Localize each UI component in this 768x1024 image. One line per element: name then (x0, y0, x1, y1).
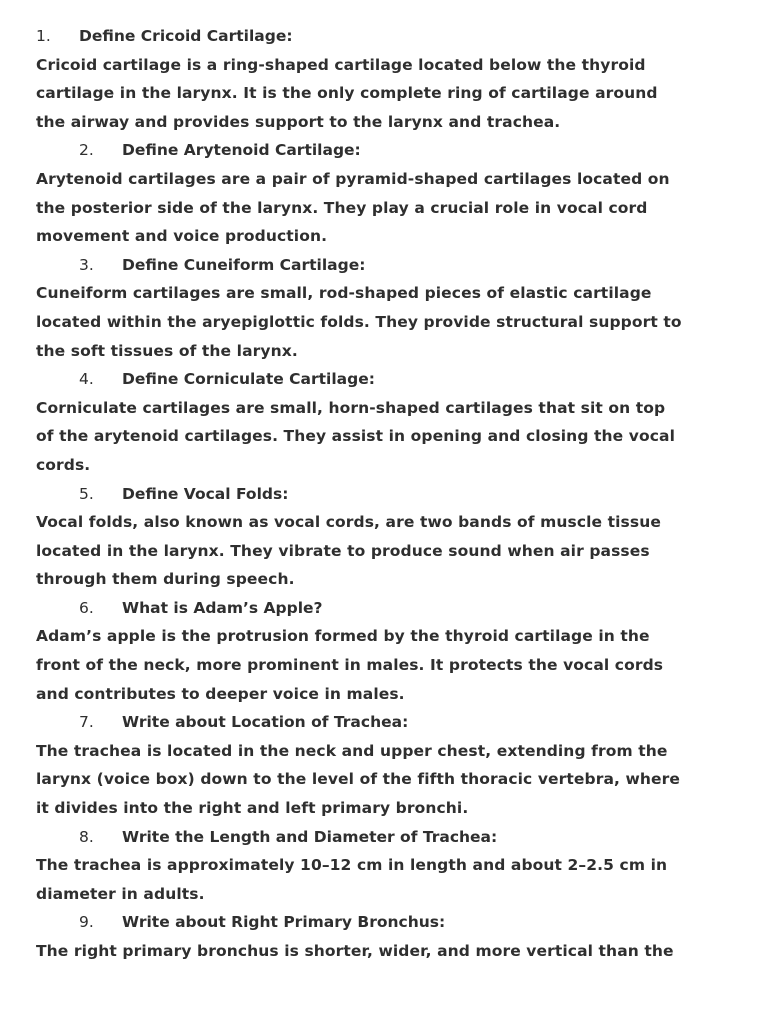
question-text: Define Cuneiform Cartilage: (122, 255, 366, 274)
answer-line: Cuneiform cartilages are small, rod-shaped pieces of elastic cartilage (36, 284, 652, 303)
question-heading (36, 480, 736, 509)
answer-line: the posterior side of the larynx. They play a crucial role in vocal cord (36, 198, 648, 217)
answer-line: Arytenoid cartilages are a pair of pyramid-shaped cartilages located on (36, 169, 670, 188)
answer-line: located within the aryepiglottic folds. They provide structural support to (36, 312, 682, 331)
question-text: What is Adam’s Apple? (122, 598, 323, 617)
question-number: 6. (79, 598, 94, 617)
question-text: Define Arytenoid Cartilage: (122, 141, 361, 160)
answer-line: located in the larynx. They vibrate to produce sound when air passes (36, 541, 650, 560)
answer-line: of the arytenoid cartilages. They assist in opening and closing the vocal (36, 427, 675, 446)
answer-line: cartilage in the larynx. It is the only complete ring of cartilage around (36, 84, 658, 103)
answer-paragraph (36, 165, 736, 251)
answer-paragraph (36, 622, 736, 708)
answer-line: Adam’s apple is the protrusion formed by the thyroid cartilage in the (36, 627, 650, 646)
answer-line: cords. (36, 455, 91, 474)
qa-item-arytenoid (36, 136, 736, 250)
answer-line: front of the neck, more prominent in males. It protects the vocal cords (36, 656, 664, 675)
question-heading (36, 594, 736, 623)
question-number: 3. (79, 255, 94, 274)
question-text: Define Vocal Folds: (122, 484, 289, 503)
answer-line: Corniculate cartilages are small, horn-shaped cartilages that sit on top (36, 398, 666, 417)
answer-line: Cricoid cartilage is a ring-shaped cartilage located below the thyroid (36, 55, 646, 74)
question-heading (36, 251, 736, 280)
answer-line: The trachea is located in the neck and upper chest, extending from the (36, 741, 668, 760)
answer-paragraph (36, 737, 736, 823)
answer-line: diameter in adults. (36, 884, 205, 903)
qa-item-adams-apple (36, 594, 736, 708)
answer-line: through them during speech. (36, 570, 295, 589)
question-number: 5. (79, 484, 94, 503)
question-heading (36, 365, 736, 394)
question-text: Define Cricoid Cartilage: (79, 27, 293, 45)
answer-paragraph (36, 508, 736, 594)
question-text: Write about Right Primary Bronchus: (122, 913, 446, 932)
answer-line: Vocal folds, also known as vocal cords, are two bands of muscle tissue (36, 513, 661, 532)
question-number: 4. (79, 370, 94, 389)
question-number: 2. (79, 141, 94, 160)
answer-paragraph (36, 51, 736, 137)
qa-item-vocal-folds (36, 480, 736, 594)
answer-line: and contributes to deeper voice in males. (36, 684, 405, 703)
question-number: 9. (79, 913, 94, 932)
answer-line: the soft tissues of the larynx. (36, 341, 298, 360)
question-number: 8. (79, 827, 94, 846)
answer-paragraph (36, 937, 736, 966)
qa-item-cuneiform (36, 251, 736, 365)
answer-paragraph (36, 279, 736, 365)
answer-line: it divides into the right and left primary bronchi. (36, 799, 469, 818)
answer-paragraph (36, 851, 736, 908)
answer-paragraph (36, 394, 736, 480)
question-heading (36, 823, 736, 852)
question-text: Write about Location of Trachea: (122, 713, 409, 732)
answer-line: larynx (voice box) down to the level of the fifth thoracic vertebra, where (36, 770, 681, 789)
qa-item-right-bronchus (36, 908, 736, 965)
qa-item-cricoid (36, 22, 736, 136)
answer-line: movement and voice production. (36, 227, 328, 246)
question-heading (36, 908, 736, 937)
question-number: 7. (79, 713, 94, 732)
document-body (36, 22, 736, 966)
qa-item-trachea-location (36, 708, 736, 822)
answer-line: The right primary bronchus is shorter, wider, and more vertical than the (36, 942, 674, 960)
answer-line: The trachea is approximately 10–12 cm in length and about 2–2.5 cm in (36, 856, 668, 875)
qa-item-trachea-size (36, 823, 736, 909)
qa-item-corniculate (36, 365, 736, 479)
answer-line: the airway and provides support to the larynx and trachea. (36, 112, 561, 131)
question-heading (36, 22, 736, 51)
question-heading (36, 708, 736, 737)
question-number: 1. (36, 27, 51, 45)
question-text: Define Corniculate Cartilage: (122, 370, 375, 389)
question-text: Write the Length and Diameter of Trachea: (122, 827, 498, 846)
question-heading (36, 136, 736, 165)
